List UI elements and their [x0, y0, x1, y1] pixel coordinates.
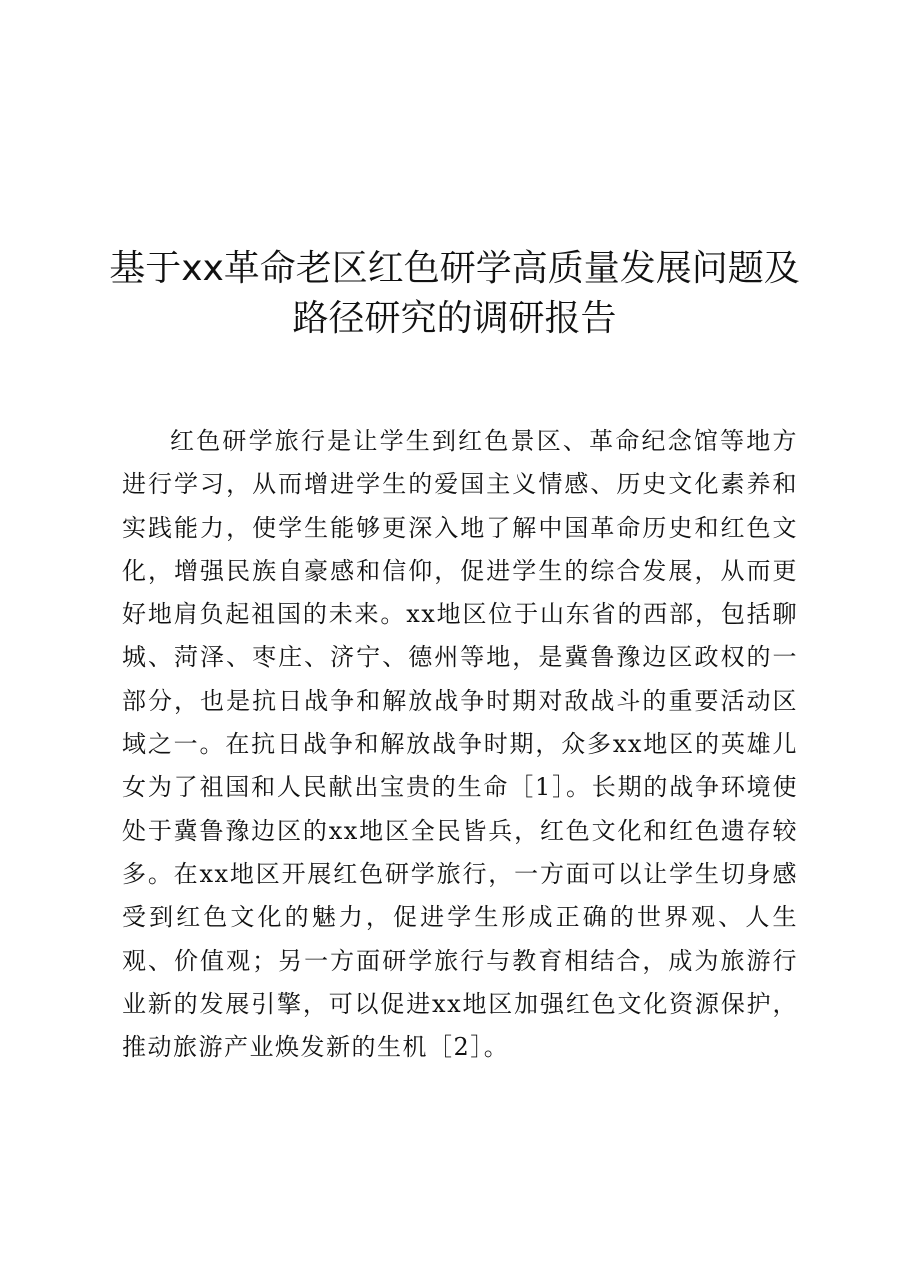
- title-line-1: 基于xx革命老区红色研学高质量发展问题及: [109, 248, 800, 289]
- document-title: [100, 244, 809, 344]
- body-paragraph: 红色研学旅行是让学生到红色景区、革命纪念馆等地方进行学习，从而增进学生的爱国主义情感、历史文化素养和实践能力，使学生能够更深入地了解中国革命历史和红色文化，增强民族自豪感和信仰，促进学生的综合发展，从而更好地肩负起祖国的未来。xx地区位于山东省的西部，包括聊城、菏泽、枣庄、济宁、德州等地，是冀鲁豫边区政权的一部分，也是抗日战争和解放战争时期对敌战斗的重要活动区域之一。在抗日战争和解放战争时期，众多xx地区的英雄儿女为了祖国和人民献出宝贵的生命［1］。长期的战争环境使处于冀鲁豫边区的xx地区全民皆兵，红色文化和红色遗存较多。在xx地区开展红色研学旅行，一方面可以让学生切身感受到红色文化的魅力，促进学生形成正确的世界观、人生观、价值观；另一方面研学旅行与教育相结合，成为旅游行业新的发展引擎，可以促进xx地区加强红色文化资源保护，推动旅游产业焕发新的生机［2］。: [122, 427, 798, 1062]
- title-line-2: 路径研究的调研报告: [292, 298, 617, 339]
